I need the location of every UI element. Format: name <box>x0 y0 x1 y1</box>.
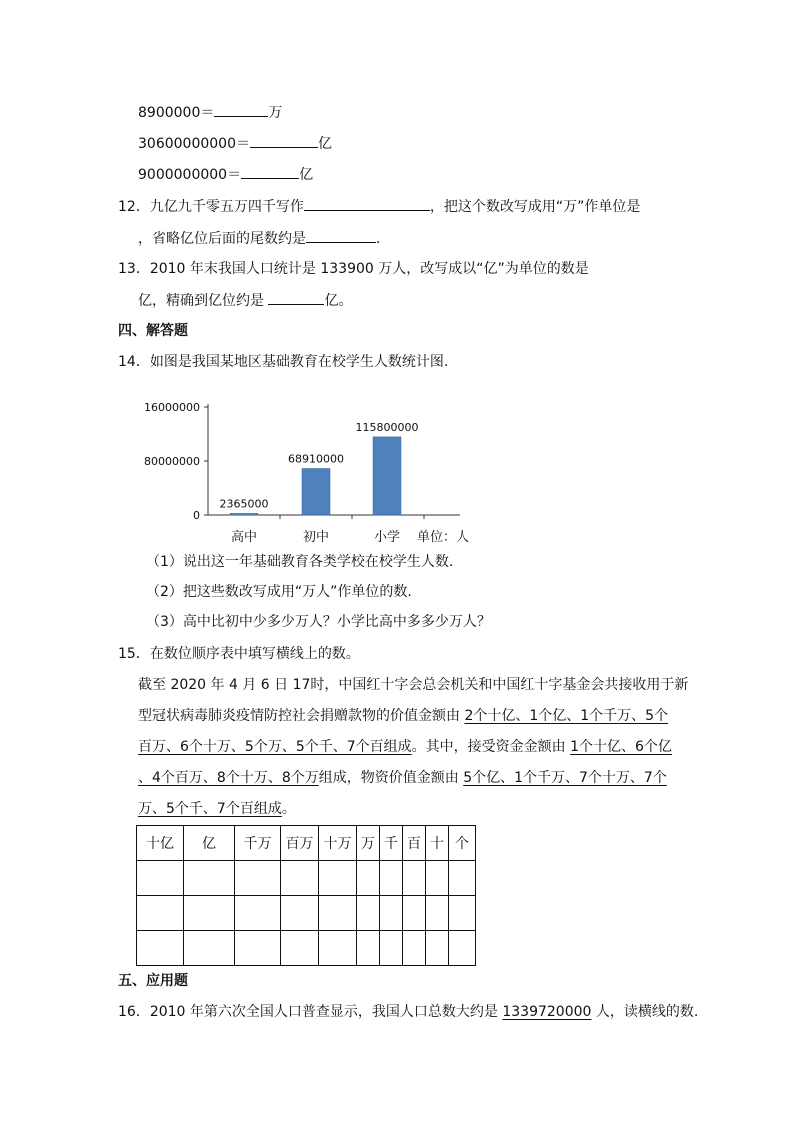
q14-sub-1: （1）说出这一年基础教育各类学校在校学生人数. <box>146 554 454 570</box>
header-cell: 千万 <box>235 826 281 861</box>
header-cell: 个 <box>449 826 476 861</box>
answer-cell[interactable] <box>357 896 380 931</box>
answer-cell[interactable] <box>235 931 281 966</box>
header-cell: 十亿 <box>137 826 184 861</box>
q13-line-1: 13．2010 年末我国人口统计是 133900 万人，改写成以“亿”为单位的数是 <box>118 261 589 277</box>
category-label: 小学 <box>373 530 401 545</box>
answer-cell[interactable] <box>319 861 357 896</box>
table-header-row <box>137 826 476 861</box>
answer-cell[interactable] <box>137 931 184 966</box>
answer-blank[interactable] <box>241 164 299 179</box>
header-cell: 十 <box>426 826 449 861</box>
q11-line-1: 8900000＝ 万 <box>138 102 282 123</box>
answer-cell[interactable] <box>403 931 426 966</box>
answer-cell[interactable] <box>357 931 380 966</box>
answer-cell[interactable] <box>235 896 281 931</box>
answer-cell[interactable] <box>281 931 319 966</box>
answer-blank[interactable] <box>250 133 318 148</box>
q15-para-line-4: 、4个百万、8个十万、8个万组成，物资价值金额由 5个亿、1个千万、7个十万、7个 <box>138 770 667 786</box>
answer-cell[interactable] <box>319 896 357 931</box>
q13-line-2: 亿，精确到亿位约是 亿。 <box>138 290 352 311</box>
answer-blank[interactable] <box>306 228 376 243</box>
q14-sub-3: （3）高中比初中少多少万人？小学比高中多多少万人？ <box>146 614 491 630</box>
place-value-table <box>136 825 476 966</box>
table-row <box>137 896 476 931</box>
q15-para-line-1: 截至 2020 年 4 月 6 日 17时，中国红十字会总会机关和中国红十字基金会共接收用于新 <box>138 677 689 693</box>
answer-cell[interactable] <box>281 896 319 931</box>
answer-cell[interactable] <box>357 861 380 896</box>
category-label: 初中 <box>302 530 330 545</box>
answer-cell[interactable] <box>281 861 319 896</box>
q16-stem: 16．2010 年第六次全国人口普查显示，我国人口总数大约是 1339720000 人，读横线的数. <box>118 1004 699 1020</box>
answer-cell[interactable] <box>380 931 403 966</box>
bar <box>302 468 330 515</box>
bar <box>230 513 258 515</box>
answer-cell[interactable] <box>449 861 476 896</box>
q15-para-line-5: 万、5个千、7个百组成。 <box>138 801 296 817</box>
answer-cell[interactable] <box>449 931 476 966</box>
enrollment-bar-chart <box>130 384 490 548</box>
header-cell: 千 <box>380 826 403 861</box>
q15-stem: 15．在数位顺序表中填写横线上的数。 <box>118 646 360 662</box>
table-row <box>137 861 476 896</box>
q11-line-2: 30600000000＝ 亿 <box>138 133 332 154</box>
answer-blank[interactable] <box>304 196 430 211</box>
header-cell: 百 <box>403 826 426 861</box>
q12-line-1: 12．九亿九千零五万四千写作 ，把这个数改写成用“万”作单位是 <box>118 196 640 217</box>
y-tick-label: 80000000 <box>144 455 200 468</box>
answer-cell[interactable] <box>137 861 184 896</box>
header-cell: 万 <box>357 826 380 861</box>
category-label: 高中 <box>230 530 258 545</box>
y-tick-label: 16000000 <box>144 401 200 414</box>
bar-value-label: 2365000 <box>219 497 269 511</box>
q15-para-line-2: 型冠状病毒肺炎疫情防控社会捐赠款物的价值金额由 2个十亿、1个亿、1个千万、5个 <box>138 708 669 724</box>
answer-cell[interactable] <box>426 896 449 931</box>
q14-sub-2: （2）把这些数改写成用“万人”作单位的数. <box>146 584 412 600</box>
answer-cell[interactable] <box>426 861 449 896</box>
answer-cell[interactable] <box>184 931 235 966</box>
q12-line-2: ，省略亿位后面的尾数约是 ． <box>138 228 390 249</box>
answer-cell[interactable] <box>380 896 403 931</box>
answer-blank[interactable] <box>214 102 268 117</box>
table-row <box>137 931 476 966</box>
answer-cell[interactable] <box>426 931 449 966</box>
section-5-title: 五、应用题 <box>118 973 188 989</box>
answer-cell[interactable] <box>319 931 357 966</box>
answer-blank[interactable] <box>268 290 324 305</box>
unit-label: 单位：人 <box>417 530 470 545</box>
answer-cell[interactable] <box>403 896 426 931</box>
bar-value-label: 68910000 <box>288 452 344 466</box>
y-tick-label: 0 <box>193 509 200 522</box>
answer-cell[interactable] <box>184 896 235 931</box>
q11-line-3: 9000000000＝ 亿 <box>138 164 313 185</box>
q14-stem: 14．如图是我国某地区基础教育在校学生人数统计图. <box>118 354 449 370</box>
bar <box>373 437 401 515</box>
header-cell: 百万 <box>281 826 319 861</box>
q15-para-line-3: 百万、6个十万、5个万、5个千、7个百组成。其中，接受资金金额由 1个十亿、6个亿 <box>138 739 672 755</box>
answer-cell[interactable] <box>137 896 184 931</box>
header-cell: 亿 <box>184 826 235 861</box>
bar-value-label: 115800000 <box>355 420 419 434</box>
answer-cell[interactable] <box>403 861 426 896</box>
section-4-title: 四、解答题 <box>118 323 188 339</box>
answer-cell[interactable] <box>449 896 476 931</box>
answer-cell[interactable] <box>235 861 281 896</box>
answer-cell[interactable] <box>184 861 235 896</box>
answer-cell[interactable] <box>380 861 403 896</box>
header-cell: 十万 <box>319 826 357 861</box>
